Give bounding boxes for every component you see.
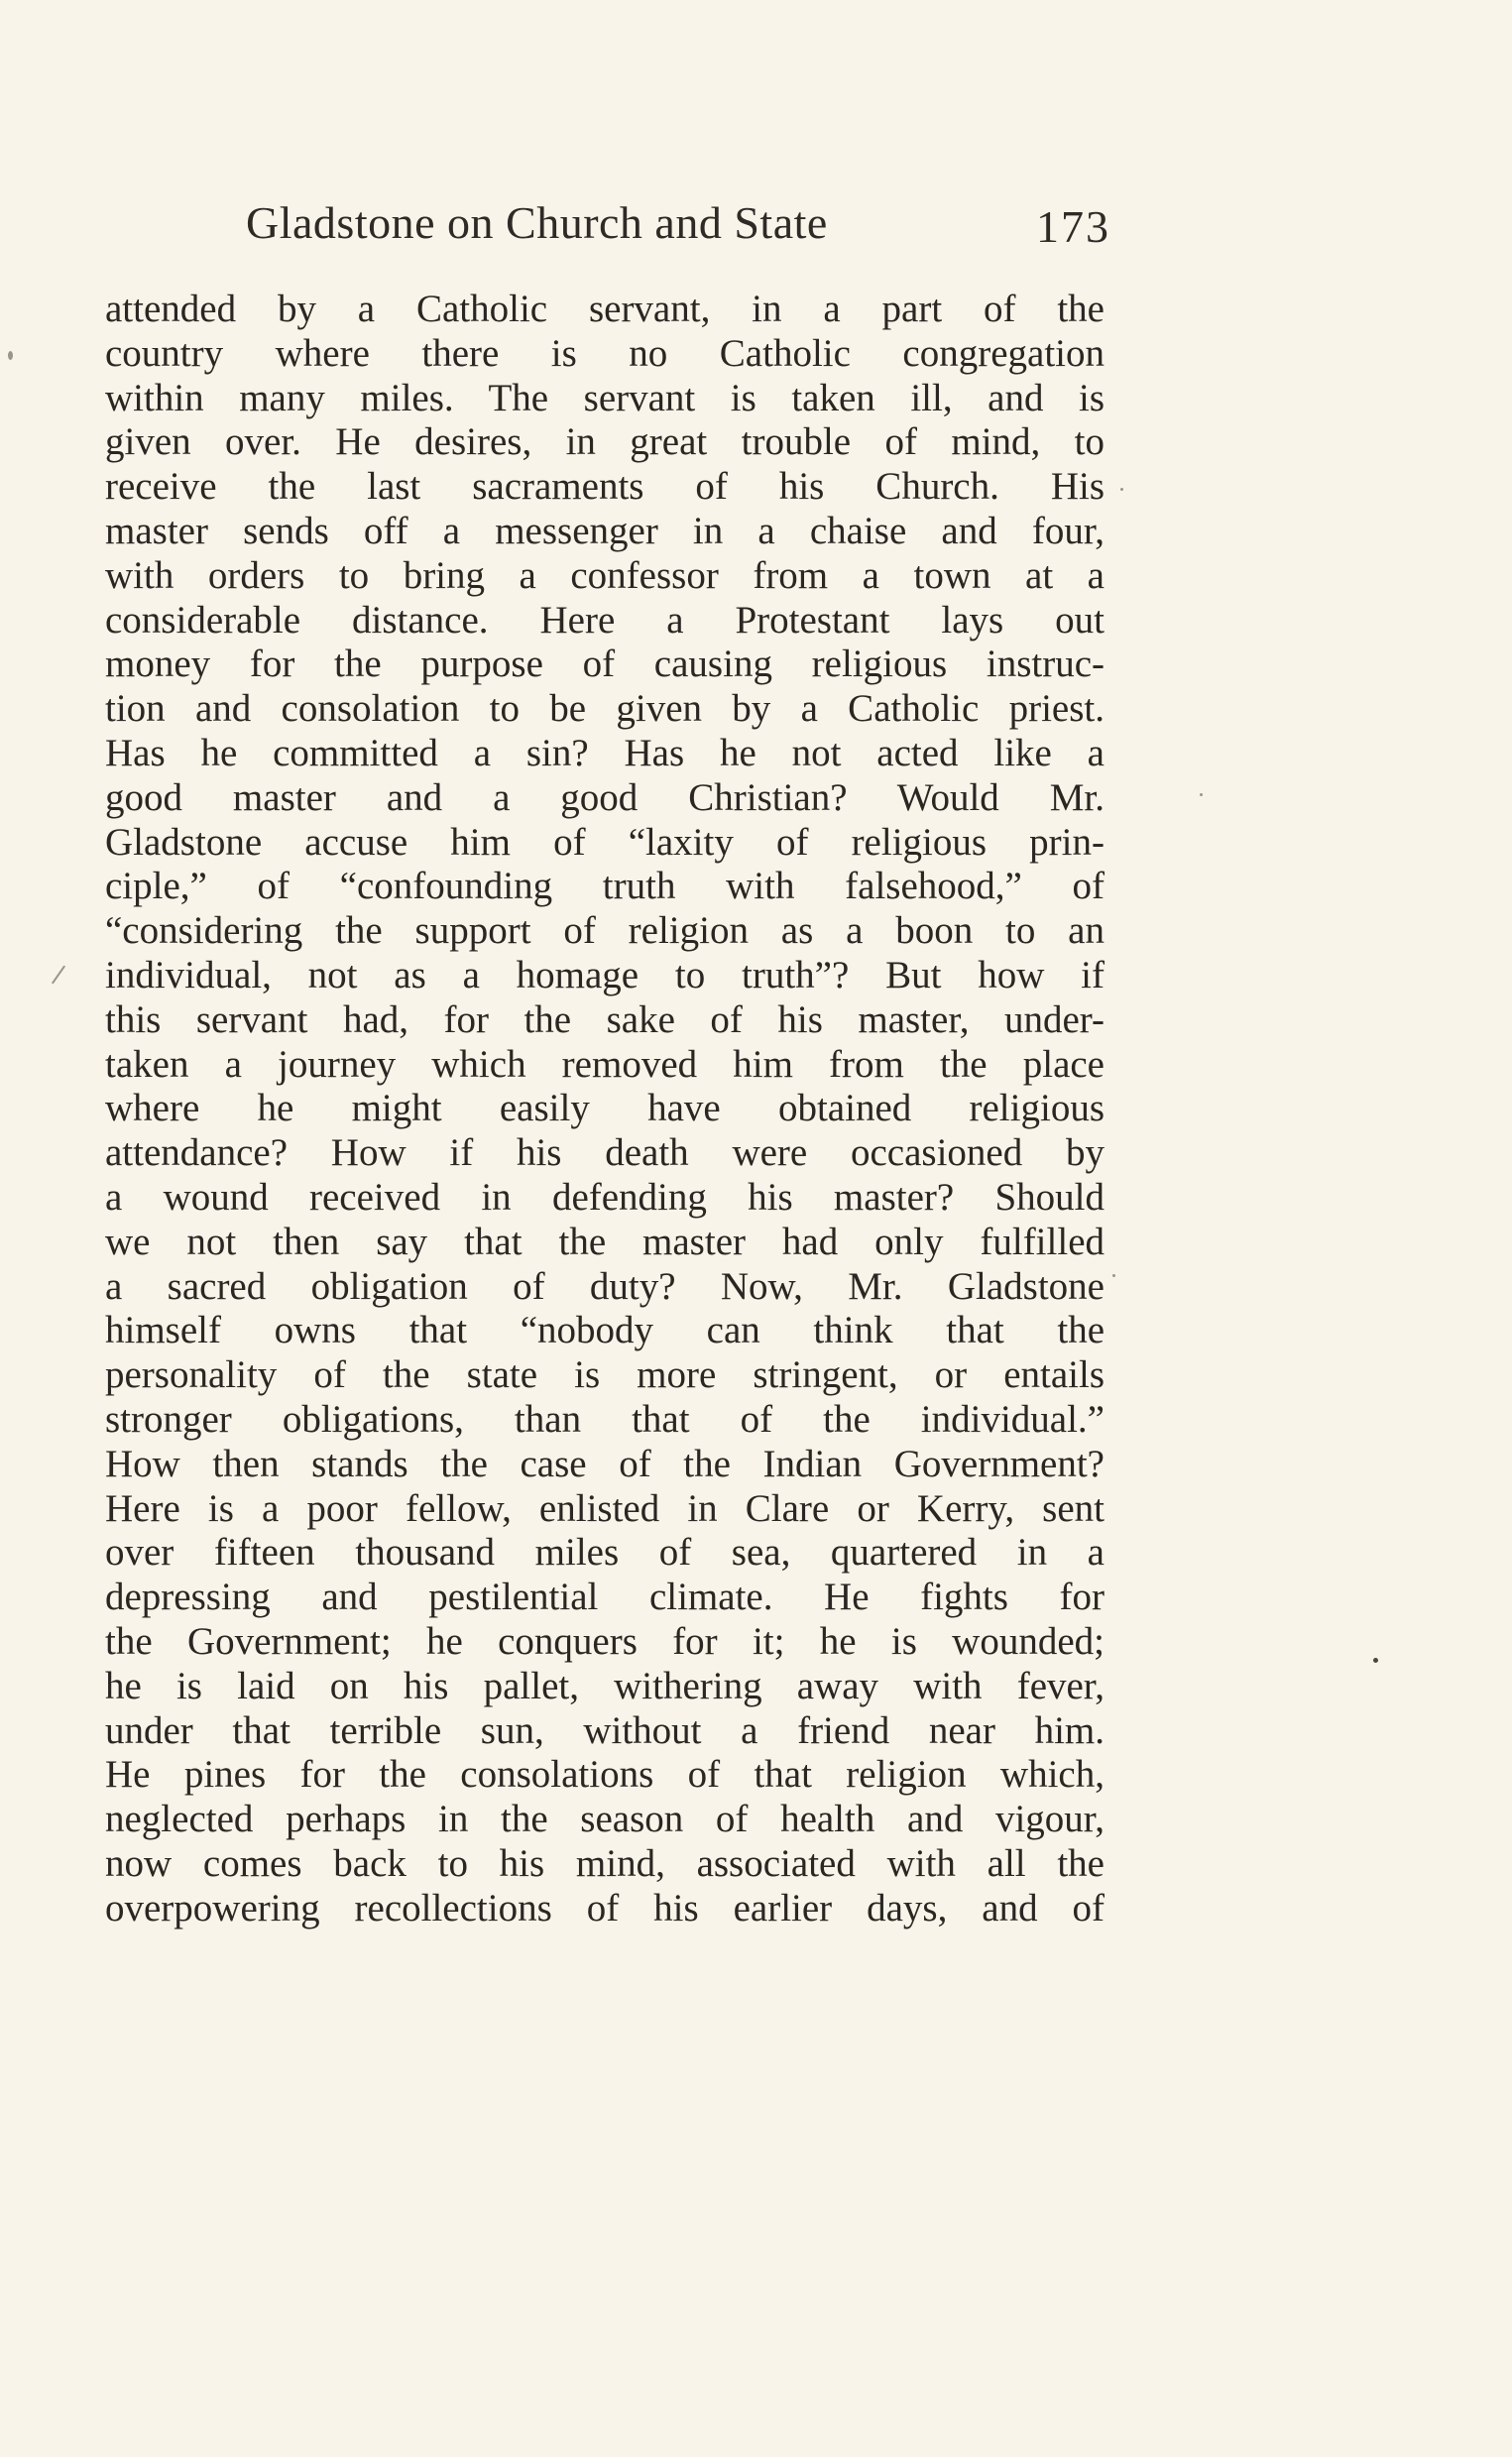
- text-line: we not then say that the master had only fulfilled: [105, 1220, 1105, 1263]
- body-text: [105, 288, 1105, 1930]
- scan-speck: [52, 965, 65, 984]
- running-head: [246, 196, 1110, 256]
- text-line: individual, not as a homage to truth”? But how if: [105, 953, 1105, 996]
- text-line: a wound received in defending his master? Should: [105, 1175, 1105, 1219]
- page-number: 173: [1036, 201, 1110, 252]
- text-line: Gladstone accuse him of “laxity of religious prin-: [105, 820, 1105, 864]
- text-line: tion and consolation to be given by a Catholic priest.: [105, 687, 1105, 731]
- scan-speck: [8, 351, 13, 360]
- scan-speck: [1120, 488, 1123, 491]
- text-line: personality of the state is more stringent, or entails: [105, 1353, 1105, 1397]
- text-line: stronger obligations, than that of the individual.”: [105, 1397, 1105, 1441]
- scan-speck: [1373, 1658, 1378, 1663]
- text-line: he is laid on his pallet, withering away with fever,: [105, 1664, 1105, 1707]
- text-line: within many miles. The servant is taken ill, and is: [105, 376, 1105, 419]
- text-line: Has he committed a sin? Has he not acted like a: [105, 731, 1105, 774]
- text-line: money for the purpose of causing religious instruc-: [105, 643, 1105, 686]
- text-line: given over. He desires, in great trouble of mind, to: [105, 420, 1105, 464]
- text-line: Here is a poor fellow, enlisted in Clare or Kerry, sent: [105, 1486, 1105, 1530]
- text-line: considerable distance. Here a Protestant lays out: [105, 598, 1105, 642]
- scan-speck: [1200, 793, 1203, 796]
- text-line: attended by a Catholic servant, in a part of the: [105, 288, 1105, 330]
- text-line: How then stands the case of the Indian Government?: [105, 1442, 1105, 1485]
- text-line: master sends off a messenger in a chaise and four,: [105, 509, 1105, 552]
- text-line: attendance? How if his death were occasioned by: [105, 1131, 1105, 1175]
- running-title: Gladstone on Church and State: [246, 197, 828, 248]
- text-line: where he might easily have obtained religious: [105, 1087, 1105, 1130]
- text-line: this servant had, for the sake of his master, under-: [105, 997, 1105, 1041]
- text-line: the Government; he conquers for it; he is wounded;: [105, 1619, 1105, 1663]
- text-line: overpowering recollections of his earlier days, and of: [105, 1886, 1105, 1930]
- text-line: receive the last sacraments of his Church. His: [105, 465, 1105, 509]
- text-line: a sacred obligation of duty? Now, Mr. Gladstone: [105, 1264, 1105, 1308]
- text-line: He pines for the consolations of that religion which,: [105, 1753, 1105, 1797]
- text-line: himself owns that “nobody can think that the: [105, 1309, 1105, 1352]
- text-line: with orders to bring a confessor from a town at a: [105, 553, 1105, 597]
- text-line: country where there is no Catholic congregation: [105, 331, 1105, 375]
- text-line: neglected perhaps in the season of health and vigour,: [105, 1798, 1105, 1841]
- scan-speck: [1112, 1274, 1115, 1277]
- text-line: good master and a good Christian? Would Mr.: [105, 775, 1105, 819]
- text-line: “considering the support of religion as a boon to an: [105, 909, 1105, 953]
- text-line: under that terrible sun, without a friend near him.: [105, 1708, 1105, 1752]
- text-line: over fifteen thousand miles of sea, quartered in a: [105, 1531, 1105, 1575]
- text-line: taken a journey which removed him from the place: [105, 1042, 1105, 1086]
- text-line: now comes back to his mind, associated with all the: [105, 1841, 1105, 1885]
- text-line: depressing and pestilential climate. He fights for: [105, 1576, 1105, 1619]
- text-line: ciple,” of “confounding truth with falsehood,” of: [105, 865, 1105, 908]
